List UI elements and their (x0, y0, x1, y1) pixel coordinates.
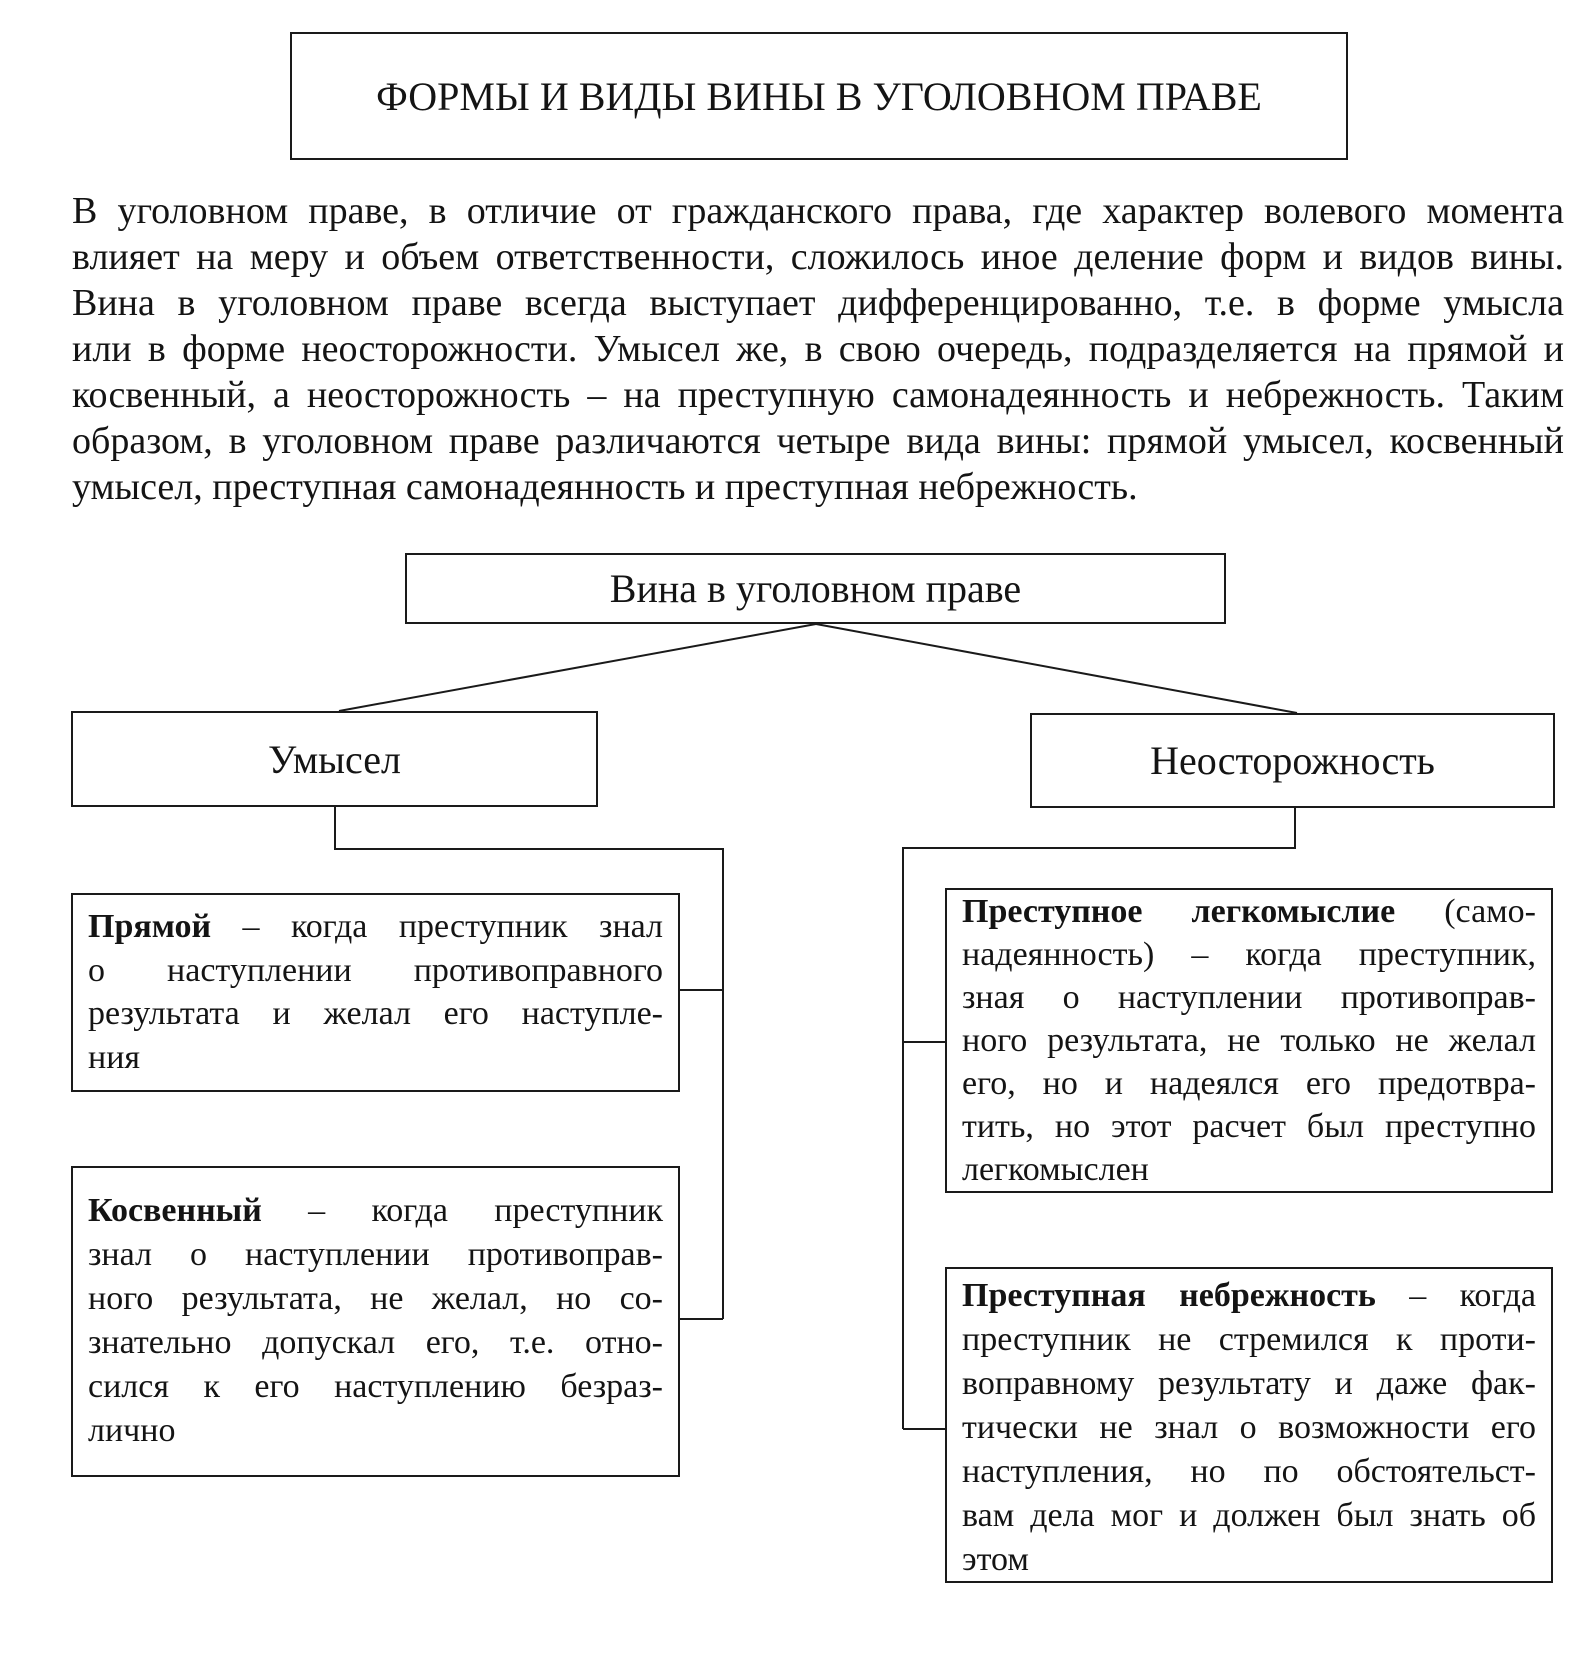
connector-root-to-intent (339, 624, 816, 711)
box-text-line (88, 1189, 663, 1233)
box-text-line: результата и желал его наступле- (88, 995, 663, 1032)
kind-term: Прямой (88, 908, 212, 945)
box-text-line: лично (88, 1412, 176, 1449)
box-text-line: тить, но этот расчет был преступно (962, 1108, 1536, 1145)
kind-box-direct-intent (71, 893, 680, 1092)
kind-term: Косвенный (88, 1192, 262, 1229)
box-text-line: ния (88, 1038, 141, 1076)
kind-box-indirect-intent (71, 1166, 680, 1477)
branch-box-intent (71, 711, 598, 807)
box-text-line: надеянность) – когда преступник, (962, 936, 1536, 973)
box-text-line: вам дела мог и должен был знать об (962, 1497, 1536, 1534)
box-text-line: ного результата, не желал, но со- (88, 1280, 663, 1317)
box-text-line: его, но и надеялся его предотвра- (962, 1065, 1536, 1102)
box-text-line: знал о наступлении противоправ- (88, 1236, 663, 1273)
kind-term: Преступная небрежность (962, 1277, 1376, 1314)
box-text-line: знательно допускал его, т.е. отно- (88, 1324, 663, 1361)
box-text-line: наступления, но по обстоятельст- (962, 1453, 1536, 1490)
intro-line: или в форме неосторожности. Умысел же, в свою очередь, подразделяется на прямой и (72, 328, 1564, 370)
box-text-line (962, 890, 1536, 933)
box-text-line (962, 1274, 1536, 1318)
page-title: ФОРМЫ И ВИДЫ ВИНЫ В УГОЛОВНОМ ПРАВЕ (376, 73, 1262, 119)
diagram-root-box (405, 553, 1226, 624)
intro-line: косвенный, а неосторожность – на преступную самонадеянность и небрежность. Таким (72, 374, 1564, 416)
branch-label-negligence: Неосторожность (1150, 738, 1435, 783)
box-text-line (88, 905, 663, 949)
box-text-line: легкомыслен (962, 1151, 1149, 1188)
box-text-line: преступник не стремился к проти- (962, 1321, 1536, 1358)
kind-box-carelessness (945, 1267, 1553, 1583)
intro-line: влияет на меру и объем ответственности, сложилось иное деление форм и видов вины. (72, 236, 1564, 278)
connector-root-to-negligence (816, 624, 1297, 713)
intro-line: умысел, преступная самонадеянность и преступная небрежность. (72, 466, 1138, 508)
branch-box-negligence (1030, 713, 1555, 808)
intro-line: В уголовном праве, в отличие от гражданского права, где характер волевого момента (72, 190, 1564, 232)
box-text-line: о наступлении противоправного (88, 951, 663, 989)
diagram-root-label: Вина в уголовном праве (609, 566, 1022, 611)
box-text-line: воправному результату и даже фак- (962, 1365, 1536, 1402)
kind-text: – когда преступник знал (242, 908, 664, 945)
kind-term: Преступное легкомыслие (962, 893, 1396, 930)
intro-line: Вина в уголовном праве всегда выступает дифференцированно, т.е. в форме умысла (72, 282, 1564, 324)
kind-text: – когда преступник (308, 1192, 664, 1229)
box-text-line: ного результата, не только не желал (962, 1022, 1536, 1059)
kind-text: (само- (1444, 893, 1536, 930)
kind-box-recklessness (945, 888, 1553, 1193)
branch-label-intent: Умысел (268, 736, 401, 782)
intro-line: образом, в уголовном праве различаются четыре вида вины: прямой умысел, косвенный (72, 420, 1564, 462)
box-text-line: тически не знал о возможности его (962, 1409, 1536, 1446)
box-text-line: сился к его наступлению безраз- (88, 1368, 663, 1405)
kind-text: – когда (1409, 1277, 1536, 1314)
box-text-line: зная о наступлении противоправ- (962, 979, 1536, 1016)
box-text-line: этом (962, 1541, 1029, 1578)
